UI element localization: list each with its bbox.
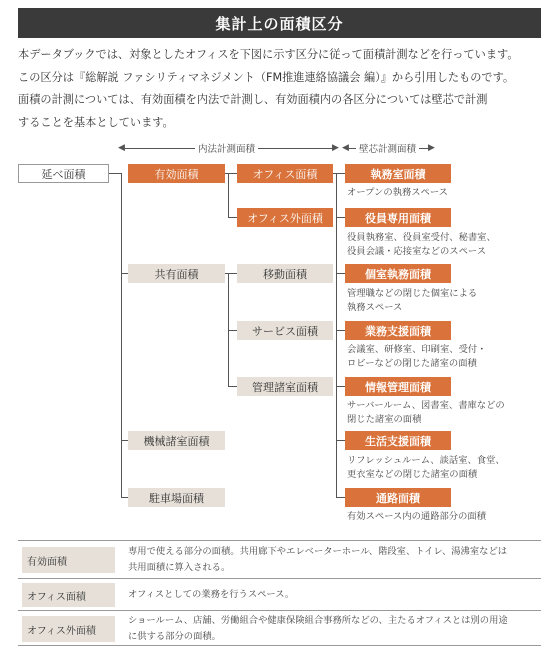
effective-area-box: 有効面積 — [128, 164, 225, 183]
admin-rooms-area-box: 管理諸室面積 — [237, 377, 333, 396]
arrow-left-icon: ◀ — [118, 143, 125, 153]
parking-area-box: 駐車場面積 — [128, 488, 225, 507]
intro-line: 面積の計測については、有効面積を内法で計測し、有効面積内の各区分については壁芯で計測 — [18, 93, 488, 106]
private-office-area-desc: 管理職などの閉じた個室による 執務スペース — [347, 288, 478, 313]
wall-measure-axis — [344, 141, 436, 155]
total-floor-area-box: 延べ面積 — [18, 164, 109, 183]
intro-line: することを基本としています。 — [18, 115, 174, 129]
definitions-table — [18, 540, 541, 646]
wall-measure-label: 壁芯計測面積 — [356, 141, 419, 155]
definition-term: オフィス面積 — [22, 583, 115, 607]
service-area-box: サービス面積 — [237, 321, 333, 340]
intro-text — [18, 44, 542, 134]
corridor-area-box: 通路面積 — [345, 488, 451, 507]
definition-desc: オフィスとしての業務を行うスペース。 — [128, 589, 295, 600]
non-office-area-box: オフィス外面積 — [237, 208, 333, 227]
office-area-box: オフィス面積 — [237, 164, 333, 183]
inner-measure-label: 内法計測面積 — [195, 141, 258, 155]
info-management-area-desc: サーバールーム、図書室、書庫などの 閉じた諸室の面積 — [347, 400, 505, 425]
executive-area-box: 役員専用面積 — [345, 208, 451, 227]
arrow-right-icon: ▶ — [428, 143, 435, 153]
life-support-area-desc: リフレッシュルーム、談話室、食堂、 更衣室などの閉じた諸室の面積 — [347, 455, 505, 480]
work-room-area-box: 執務室面積 — [345, 164, 451, 183]
inner-measure-axis — [120, 141, 340, 155]
intro-line: 本データブックでは、対象としたオフィスを下図に示す区分に従って面積計測などを行っています。 — [18, 48, 519, 61]
business-support-area-box: 業務支援面積 — [345, 321, 451, 340]
definition-desc: ショールーム、店舗、労働組合や健康保険組合事務所などの、主たるオフィスとは別の用途 に供する部分の面積。 — [128, 615, 508, 642]
table-row — [18, 540, 541, 578]
shared-area-box: 共有面積 — [128, 264, 225, 283]
table-row — [18, 578, 541, 610]
movement-area-box: 移動面積 — [237, 264, 333, 283]
executive-area-desc: 役員執務室、役員室受付、秘書室、 役員会議・応接室などのスペース — [347, 232, 496, 257]
info-management-area-box: 情報管理面積 — [345, 377, 451, 396]
corridor-area-desc: 有効スペース内の通路部分の面積 — [347, 511, 486, 522]
private-office-area-box: 個室執務面積 — [345, 264, 451, 283]
definition-term: 有効面積 — [22, 547, 115, 573]
definition-term: オフィス外面積 — [22, 616, 115, 642]
page-title: 集計上の面積区分 — [18, 8, 541, 38]
arrow-right-icon: ▶ — [332, 143, 339, 153]
table-row — [18, 610, 541, 646]
work-room-area-desc: オープンの執務スペース — [347, 187, 448, 198]
arrow-left-icon: ◀ — [342, 143, 349, 153]
machine-rooms-area-box: 機械諸室面積 — [128, 431, 225, 450]
definition-desc: 専用で使える部分の面積。共用廊下やエレベーターホール、階段室、トイレ、湯沸室などは 共用面積に算入される。 — [128, 546, 508, 573]
life-support-area-box: 生活支援面積 — [345, 431, 451, 450]
business-support-area-desc: 会議室、研修室、印刷室、受付・ ロビーなどの閉じた諸室の面積 — [347, 344, 487, 369]
intro-line: この区分は『総解説 ファシリティマネジメント（FM推進連絡協議会 編）』から引用したものです。 — [18, 70, 515, 84]
